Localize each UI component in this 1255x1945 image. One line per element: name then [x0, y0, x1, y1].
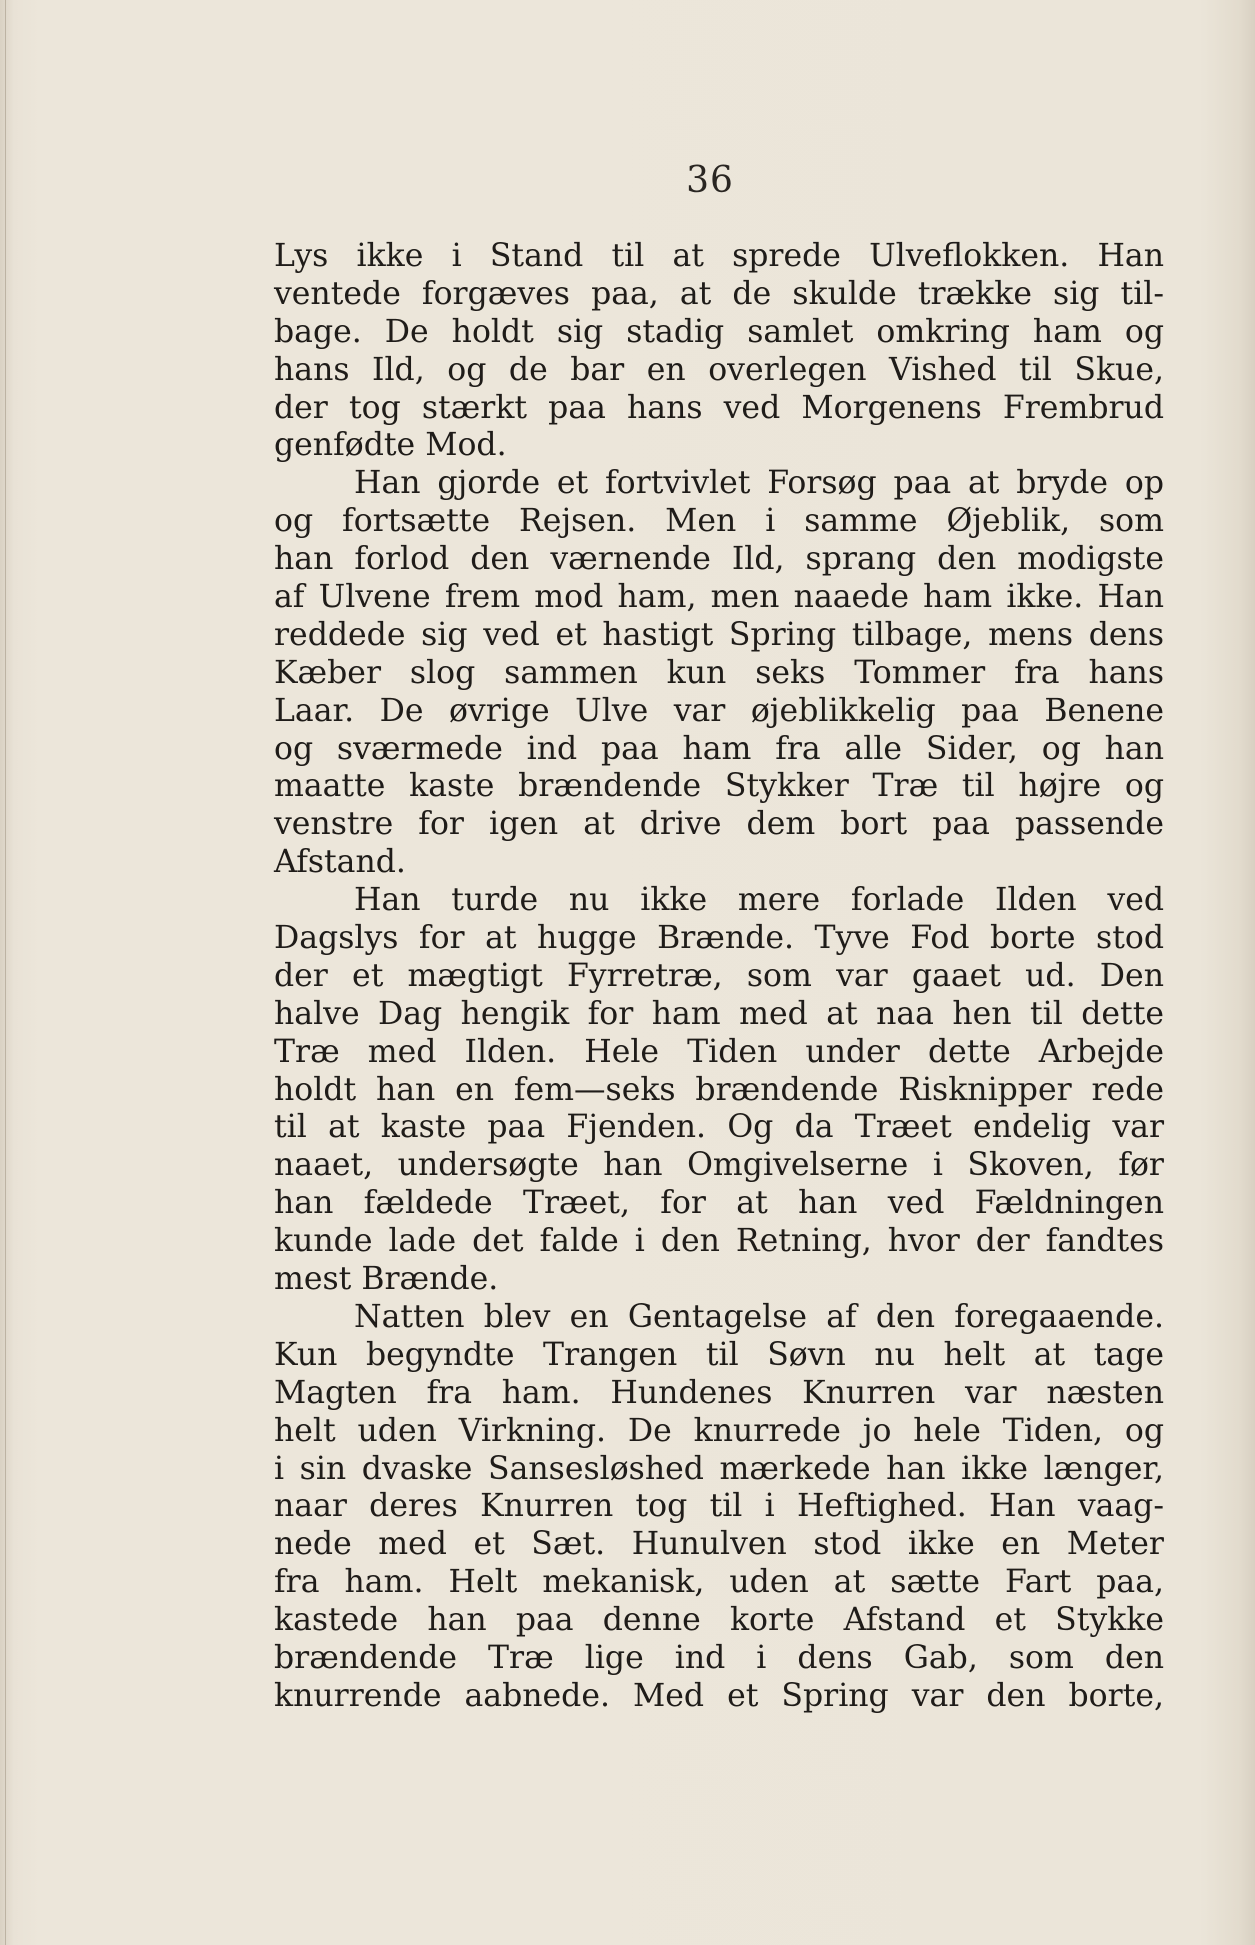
text-line: Lys ikke i Stand til at sprede Ulveflokken. Han [274, 238, 1164, 274]
text-line: kastede han paa denne korte Afstand et Stykke [274, 1602, 1164, 1639]
text-line: han fældede Træet, for at han ved Fældningen [274, 1185, 1164, 1222]
text-line: mest Brænde. [274, 1261, 499, 1298]
text-line: han forlod den værnende Ild, sprang den modigste [274, 541, 1164, 578]
text-line: Afstand. [274, 844, 406, 881]
text-line: Kun begyndte Trangen til Søvn nu helt at tage [274, 1336, 1164, 1373]
page-number: 36 [686, 160, 734, 201]
text-line: helt uden Virkning. De knurrede jo hele Tiden, og [274, 1412, 1164, 1449]
text-line: Han turde nu ikke mere forlade Ilden ved [354, 882, 1164, 919]
text-line: og fortsætte Rejsen. Men i samme Øjeblik, som [274, 503, 1164, 540]
text-line: Magten fra ham. Hundenes Knurren var næsten [274, 1374, 1164, 1411]
text-line: af Ulvene frem mod ham, men naaede ham ikke. Han [274, 579, 1164, 616]
text-line: Dagslys for at hugge Brænde. Tyve Fod borte stod [274, 920, 1164, 957]
text-line: maatte kaste brændende Stykker Træ til højre og [274, 768, 1164, 805]
text-line: nede med et Sæt. Hunulven stod ikke en Meter [274, 1526, 1164, 1563]
text-line: kunde lade det falde i den Retning, hvor der fandtes [274, 1223, 1164, 1260]
text-line: knurrende aabnede. Med et Spring var den borte, [274, 1677, 1164, 1714]
text-line: Kæber slog sammen kun seks Tommer fra hans [274, 654, 1164, 691]
text-line: venstre for igen at drive dem bort paa passende [274, 806, 1164, 843]
text-line: reddede sig ved et hastigt Spring tilbage, mens dens [274, 616, 1164, 653]
text-line: Natten blev en Gentagelse af den foregaaende. [354, 1298, 1164, 1335]
page-edge-line [5, 0, 6, 1945]
text-line: fra ham. Helt mekanisk, uden at sætte Fart paa, [274, 1564, 1164, 1601]
text-line: Træ med Ilden. Hele Tiden under dette Arbejde [274, 1033, 1164, 1070]
text-line: halve Dag hengik for ham med at naa hen til dette [274, 995, 1164, 1032]
text-line: i sin dvaske Sansesløshed mærkede han ikke længer, [274, 1450, 1164, 1487]
text-line: holdt han en fem—seks brændende Risknipper rede [274, 1071, 1164, 1108]
text-line: brændende Træ lige ind i dens Gab, som den [274, 1639, 1164, 1676]
text-line: naar deres Knurren tog til i Heftighed. Han vaag- [274, 1488, 1164, 1525]
text-line: Laar. De øvrige Ulve var øjeblikkelig paa Benene [274, 692, 1164, 729]
text-line: genfødte Mod. [274, 427, 507, 464]
text-line: bage. De holdt sig stadig samlet omkring ham og [274, 313, 1164, 350]
text-line: ventede forgæves paa, at de skulde trække sig til- [274, 275, 1164, 312]
text-line: og sværmede ind paa ham fra alle Sider, og han [274, 730, 1164, 767]
text-line: naaet, undersøgte han Omgivelserne i Skoven, før [274, 1147, 1164, 1184]
text-line: der tog stærkt paa hans ved Morgenens Frembrud [274, 389, 1164, 426]
text-line: hans Ild, og de bar en overlegen Vished til Skue, [274, 351, 1164, 388]
text-line: Han gjorde et fortvivlet Forsøg paa at bryde op [354, 465, 1164, 502]
body-text [274, 238, 1164, 1716]
text-line: der et mægtigt Fyrretræ, som var gaaet ud. Den [274, 957, 1164, 994]
text-line: til at kaste paa Fjenden. Og da Træet endelig var [274, 1109, 1164, 1146]
